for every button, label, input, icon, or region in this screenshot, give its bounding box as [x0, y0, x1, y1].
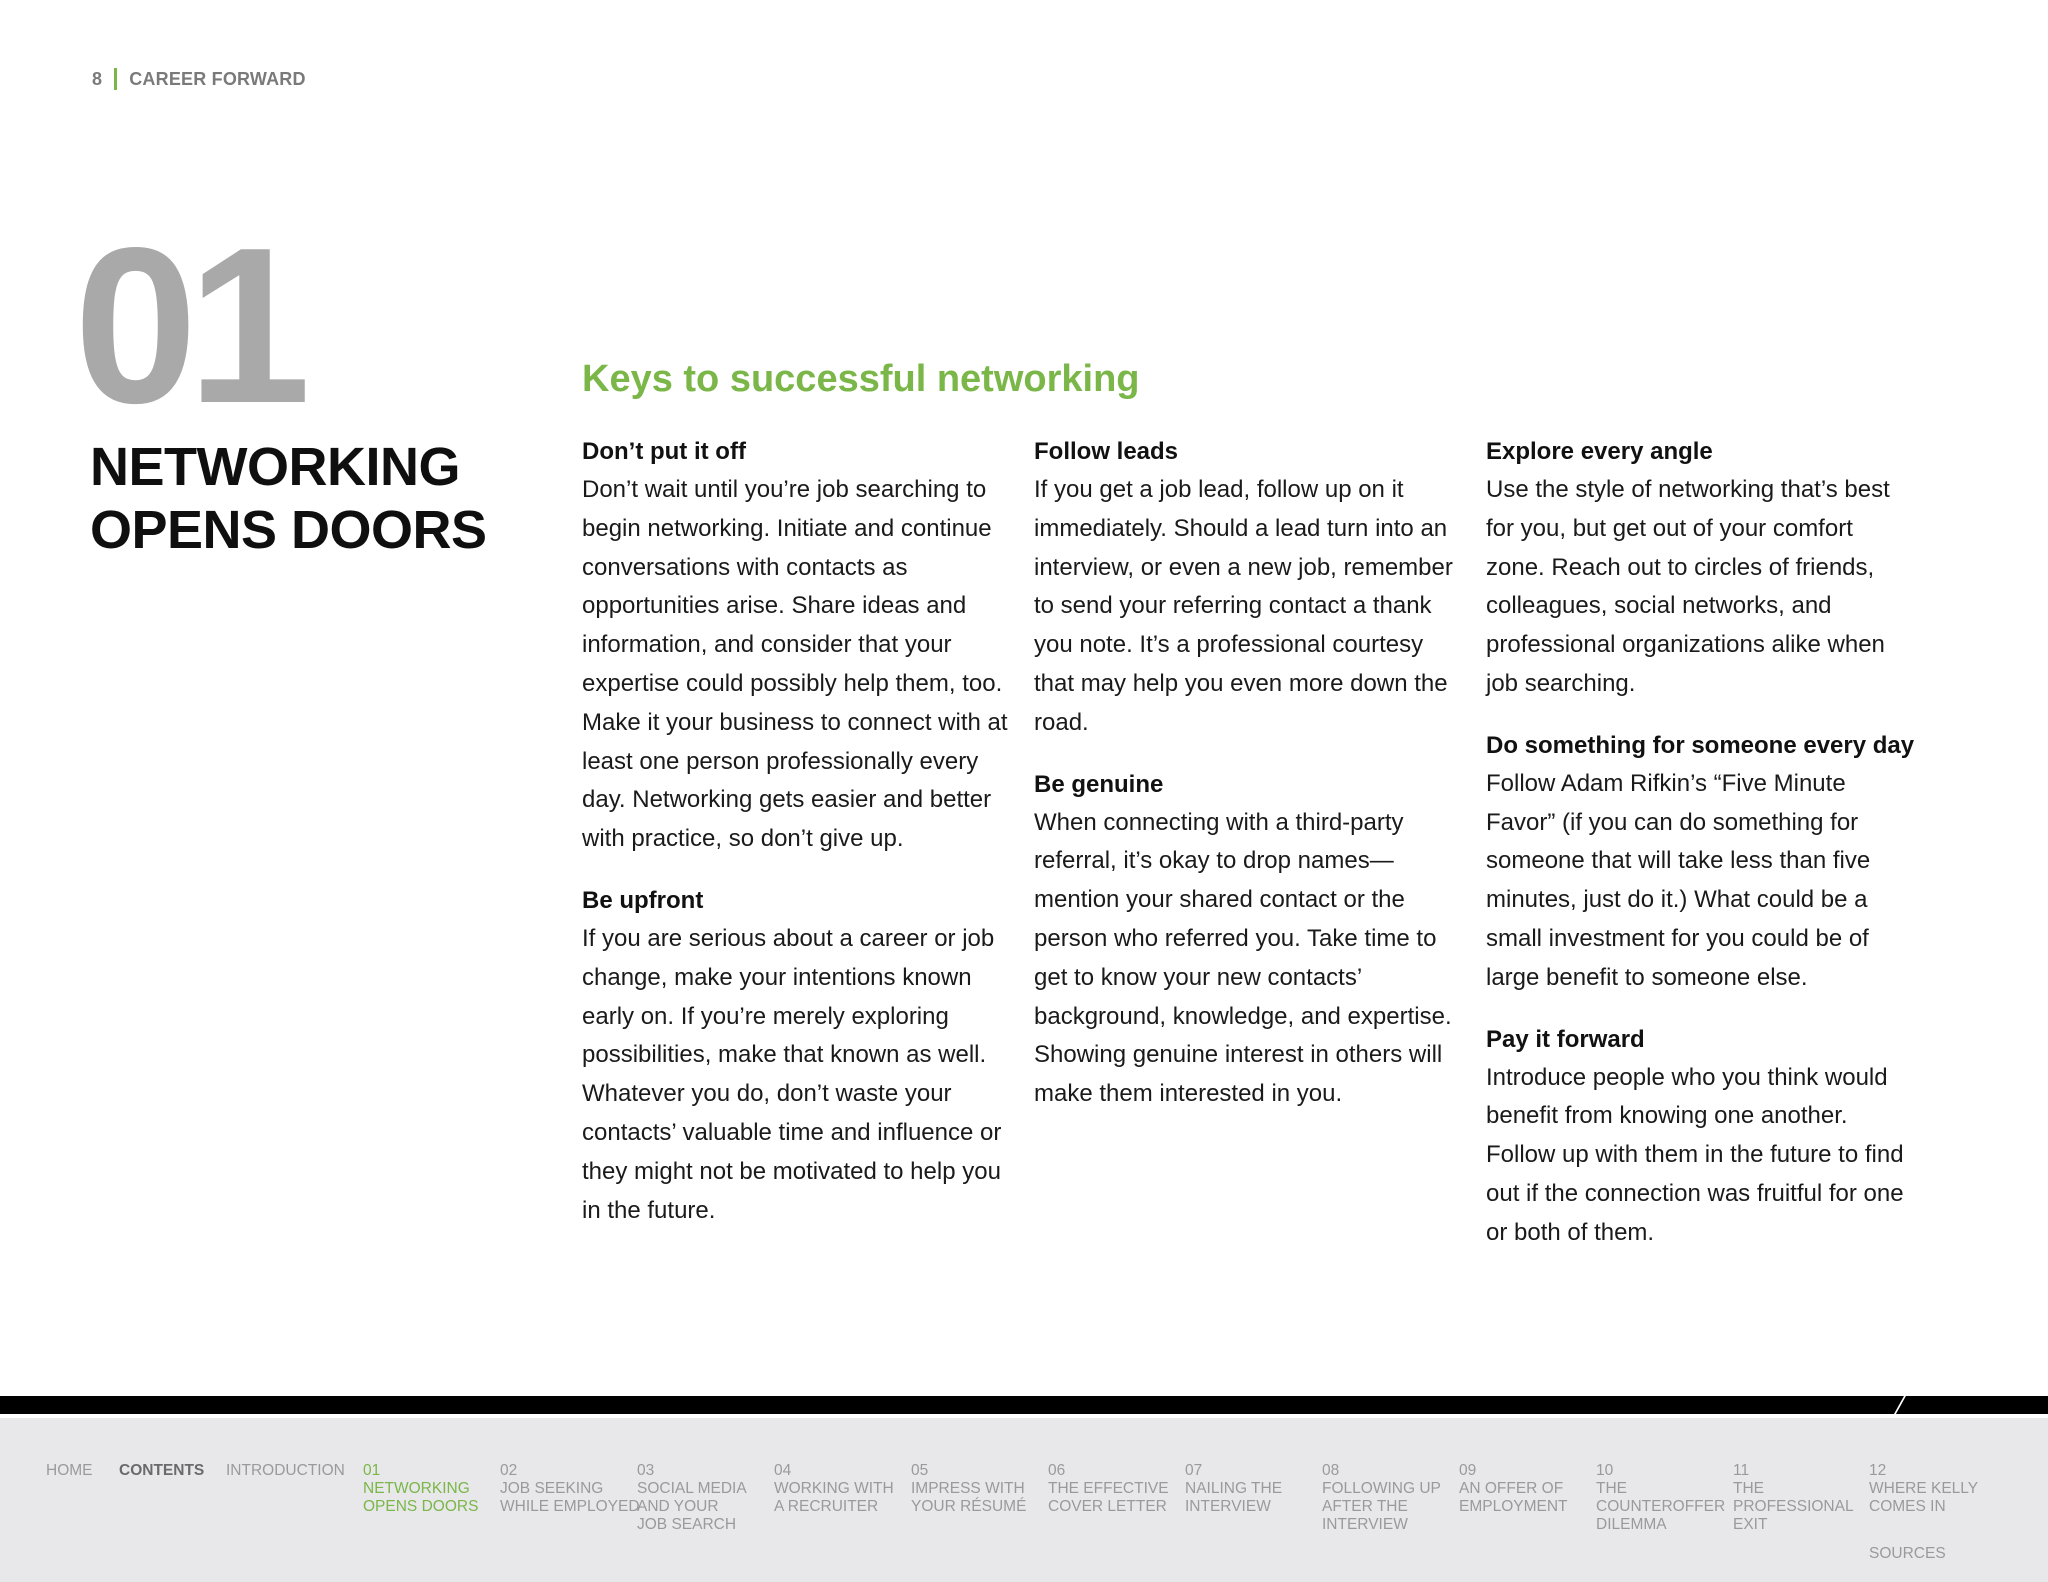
nav-chapter-label: WHERE KELLY COMES IN: [1869, 1480, 1979, 1515]
nav-sources[interactable]: SOURCES: [1869, 1545, 1946, 1562]
nav-introduction[interactable]: [226, 1462, 345, 1480]
publication-title: CAREER FORWARD: [129, 68, 306, 89]
content-column-2: [1034, 432, 1464, 1136]
nav-chapter-label: WORKING WITH A RECRUITER: [774, 1480, 894, 1515]
header-divider: [114, 68, 117, 90]
nav-chapter-11[interactable]: [1733, 1462, 1854, 1534]
nav-chapter-number: 03: [637, 1462, 655, 1479]
nav-chapter-label: IMPRESS WITH YOUR RÉSUMÉ: [911, 1480, 1027, 1515]
nav-chapter-label: THE EFFECTIVE COVER LETTER: [1048, 1480, 1169, 1515]
section-heading: Keys to successful networking: [582, 358, 1140, 400]
tip-title: Explore every angle: [1486, 438, 1713, 465]
nav-contents[interactable]: [119, 1462, 204, 1480]
nav-chapter-label: THE COUNTEROFFER DILEMMA: [1596, 1480, 1726, 1533]
tip-title: Don’t put it off: [582, 438, 746, 465]
tip-title: Pay it forward: [1486, 1025, 1645, 1053]
nav-chapter-02[interactable]: [500, 1462, 640, 1516]
nav-chapter-number: 12: [1869, 1462, 1887, 1479]
tip-title: Follow leads: [1034, 438, 1179, 465]
tip-explore-every-angle: [1486, 432, 1916, 704]
nav-chapter-number: 11: [1733, 1462, 1750, 1479]
tip-body: Introduce people who you think would benefit from knowing one another. Follow up with them in the future to find out if the connection was fruitful for one or both of them.: [1486, 1063, 1904, 1246]
nav-chapter-number: 10: [1596, 1462, 1614, 1479]
nav-chapter-05[interactable]: [911, 1462, 1026, 1516]
nav-chapter-number: 06: [1048, 1462, 1066, 1479]
nav-chapter-06[interactable]: [1048, 1462, 1169, 1516]
nav-chapter-12[interactable]: [1869, 1462, 1978, 1516]
tip-do-something-every-day: [1486, 726, 1916, 998]
running-header: [92, 68, 306, 90]
nav-chapter-label: THE PROFESSIONAL EXIT: [1733, 1480, 1854, 1533]
tip-body: Follow Adam Rifkin’s “Five Minute Favor” (if you can do something for someone that will take less than five minutes, just do it.) What could be a small investment for you could be of large benefit to someone else.: [1486, 769, 1871, 991]
nav-chapter-09[interactable]: [1459, 1462, 1568, 1516]
content-column-1: [582, 432, 1012, 1252]
tip-be-upfront: [582, 881, 1012, 1230]
chapter-title-line-2: OPENS DOORS: [90, 500, 487, 560]
tip-dont-put-it-off: [582, 432, 1012, 859]
tip-title: Be upfront: [582, 886, 704, 914]
nav-chapter-number: 04: [774, 1462, 792, 1479]
nav-label: INTRODUCTION: [226, 1462, 345, 1479]
tip-body: When connecting with a third-party referral, it’s okay to drop names—mention your shared contact or the person who referred you. Take time to get to know your new contacts’ background, knowledge, and expertise. Showing genuine interest in others will make them interested in you.: [1034, 808, 1452, 1108]
nav-chapter-label: JOB SEEKING WHILE EMPLOYED: [500, 1480, 640, 1515]
nav-chapter-number: 09: [1459, 1462, 1477, 1479]
nav-chapter-number: 07: [1185, 1462, 1203, 1479]
nav-chapter-label: NETWORKING OPENS DOORS: [363, 1480, 479, 1515]
tip-body: Don’t wait until you’re job searching to begin networking. Initiate and continue conversations with contacts as opportunities arise. Share ideas and information, and consider that your expertise could possibly help them, too. Make it your business to connect with at least one person professionally every day. Networking gets easier and better with practice, so don’t give up.: [582, 476, 1008, 853]
nav-chapter-03[interactable]: [637, 1462, 747, 1534]
nav-chapter-08[interactable]: [1322, 1462, 1441, 1534]
nav-chapter-07[interactable]: [1185, 1462, 1282, 1516]
tip-body: If you are serious about a career or job change, make your intentions known early on. If you’re merely exploring possibilities, make that known as well. Whatever you do, don’t waste your contacts’ valuable time and influence or they might not be motivated to help you in the future.: [582, 924, 1002, 1224]
nav-chapter-label: NAILING THE INTERVIEW: [1185, 1480, 1283, 1515]
nav-chapter-label: FOLLOWING UP AFTER THE INTERVIEW: [1322, 1480, 1441, 1533]
content-column-3: [1486, 432, 1916, 1275]
nav-chapter-label: SOCIAL MEDIA AND YOUR JOB SEARCH: [637, 1480, 747, 1533]
tip-title: Do something for someone every day: [1486, 731, 1915, 759]
tip-follow-leads: [1034, 432, 1464, 743]
nav-chapter-10[interactable]: [1596, 1462, 1725, 1534]
chapter-title-line-1: NETWORKING: [90, 437, 460, 497]
tip-pay-it-forward: [1486, 1020, 1916, 1253]
nav-chapter-number: 05: [911, 1462, 929, 1479]
nav-home[interactable]: [46, 1462, 93, 1480]
tip-be-genuine: [1034, 765, 1464, 1114]
nav-chapter-01[interactable]: [363, 1462, 478, 1516]
nav-chapter-04[interactable]: [774, 1462, 894, 1516]
nav-chapter-number: 02: [500, 1462, 518, 1479]
tip-body: Use the style of networking that’s best for you, but get out of your comfort zone. Reach out to circles of friends, colleagues, social networks, and professional organizations alike when job searching.: [1486, 476, 1890, 697]
nav-chapter-label: AN OFFER OF EMPLOYMENT: [1459, 1480, 1568, 1515]
nav-label: CONTENTS: [119, 1462, 205, 1479]
page-number: 8: [92, 68, 103, 89]
chapter-title: [90, 436, 487, 562]
nav-chapter-number: 01: [363, 1462, 381, 1479]
stripe-slash-decoration: [0, 1396, 2048, 1414]
tip-body: If you get a job lead, follow up on it immediately. Should a lead turn into an interview, or even a new job, remember to send your referring contact a thank you note. It’s a professional courtesy that may help you even more down the road.: [1034, 476, 1453, 736]
chapter-number: 01: [74, 202, 301, 450]
nav-label: HOME: [46, 1462, 93, 1479]
nav-chapter-number: 08: [1322, 1462, 1340, 1479]
tip-title: Be genuine: [1034, 770, 1164, 798]
